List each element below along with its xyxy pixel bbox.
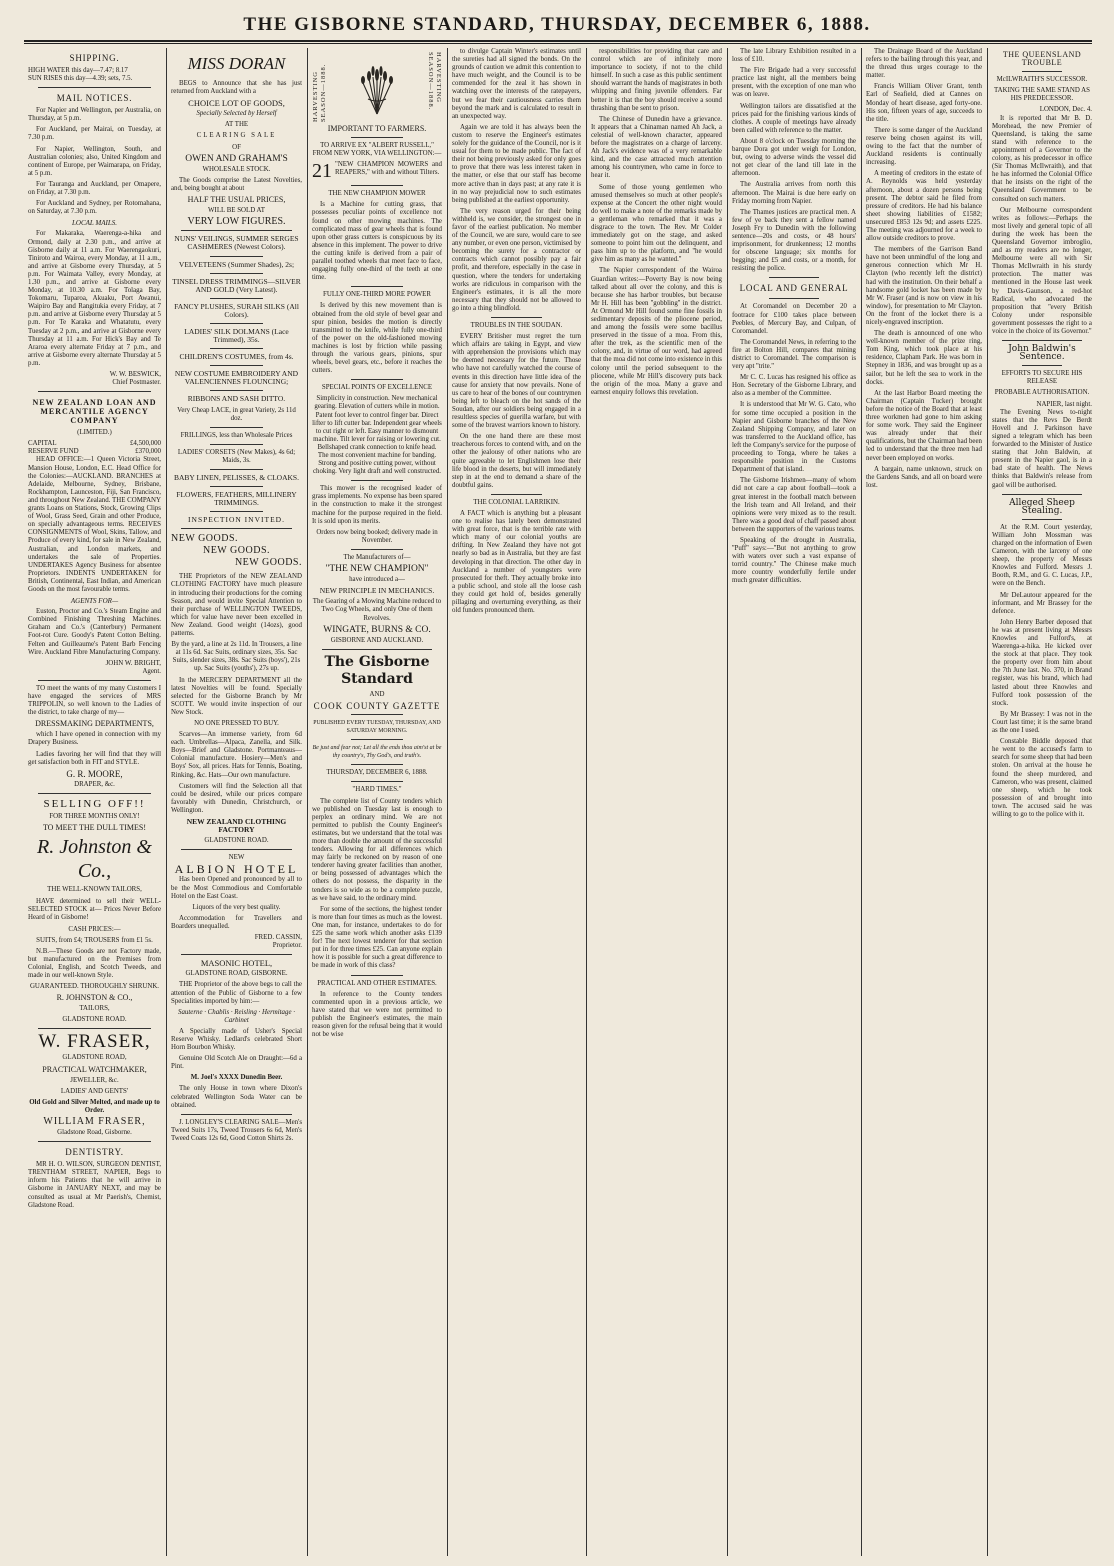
moore-body-2: which I have opened in connection with my Drapery Business. — [28, 731, 161, 747]
johnston-firm-3: GLADSTONE ROAD. — [62, 1016, 127, 1024]
column-1 — [28, 48, 161, 1556]
paper-and: AND — [369, 690, 385, 698]
new-goods-body-3: Scarves—An immense variety, from 6d each. Umbrellas—Alpaca, Zanella, and Silk. Boys—Brief and Gladstone. Portmanteaus—Colonial manufacture. Hosiery—Men's and Boys' Sox, all prices. Hats for Tennis, Boating, Rinking, &c. Hats—Our own manufacture. — [171, 731, 302, 779]
article-text: EVERY Britisher must regret the turn which affairs are taking in Egypt, and view with apprehension the provisions which may be deemed necessary for the future. Those who have not carefully watched the course of events in this direction have little idea of the cause for anxiety that now prevails. None of us care to hear of the bones of our countrymen being left to bleach on the hot sands of the Soudan, after our soldiers being engaged in a resultless species of guerilla warfare, but with some of the bravest warriors known to history. — [452, 333, 581, 430]
divider — [210, 486, 262, 487]
article-text: responsibilities for providing that care and control which are of infinitely more importance to society, if not to the child himself. In such a case as this public sentiment should warrant the hands of magistrates in both whipping and fining juvenile offenders. Far better it is that the boy should receive a sound thrashing than be sent to prison. — [591, 48, 722, 112]
news-item: It is reported that Mr B. D. Morehead, the new Premier of Queensland, is taking the same stand with reference to the appointment of a Governor to the colony, as his predecessor in office (Sir Thomas McIlwraith), and that he has informed the Colonial Office that he insists on the right of the Queensland Government to be consulted on such matters. — [992, 114, 1092, 203]
column-rule — [166, 48, 167, 1556]
doran-l3: AT THE — [224, 121, 249, 129]
fraser-l3: LADIES' AND GENTS' — [60, 1087, 129, 1095]
news-item: At the R.M. Court yesterday, William John Mossman was charged on the information of Ewen Cameron, with the larceny of one sheep, the property of Messrs Knowles and Fulford. Messrs J. Booth, R.M., and G. C. Lucas, J.P., were on the Bench. — [992, 523, 1092, 588]
capital-row — [28, 440, 161, 448]
hard-times-p1: The complete list of County tenders which we published on Tuesday last is enough to perplex an ordinary mind. We are not permitted to publish the County Engineer's estimates, but we understand that the total was more than double the amount of the successful tenders. Allowing for all differences which may fairly be reckoned on by reason of one tenderer having greater facilities than another, or being possessed of advantages which the others do not possess, the disparity in the tenders is so wide as to be a complete puzzle, as we have said, to the ordinary mind. — [312, 797, 442, 902]
divider — [38, 1141, 151, 1142]
fraser-name: WILLIAM FRASER, — [43, 1116, 146, 1127]
news-item: The Drainage Board of the Auckland refers to the bailing through this year, and the thread thus urges courage to the matter. — [866, 48, 982, 80]
news-item: The Thames justices are practical men. A few of ye back they sent a fellow named Joseph Fry to Dunedin with the following sentence—20s and costs, or 48 hours' imprisonment, for drunkenness; 12 months for obscene language; six months for begging; and £5 and costs, or a month, for resisting the police. — [732, 208, 856, 273]
divider — [210, 298, 262, 299]
doran-ad — [171, 52, 302, 76]
masonic-list: Sauterne · Chablis · Reisling · Hermitage · Carbinet — [178, 1008, 295, 1024]
doran-l10: VERY LOW FIGURES. — [187, 216, 286, 228]
divider — [181, 954, 292, 955]
divider — [1022, 519, 1062, 520]
news-item: The Evening News to-night states that the Revs De Berdt Hovell and J. Parkinson have signed a telegram which has been forwarded to the Minister of Justice stating that John Baldwin, at present in the Napier gaol, is in a bad state of health. The News thinks that Baldwin's release from gaol will be authorised. — [992, 408, 1092, 489]
divider — [210, 323, 262, 324]
nz-loan-body: HEAD OFFICE:—1 Queen Victoria Street, Mansion House, London, E.C. Head Office for the Colonies:—AUCKLAND. BRANCHES at Adelaide, Melbourne, Sydney, Brisbane, Rockhampton, Launceston, Fiji, San Francisco, and throughout New Zealand. THE COMPANY grants Loans on Stations, Stock, Growing Clips of Wool, Grass Seed, Grain and other Produce, on specially advantageous terms. RECEIVES CONSIGNMENTS of Wool, Skins, Tallow, and Produce of every kind, for sale in New Zealand, Australian, and London markets, and undertakes the sale of Properties. UNDERTAKES Agency Business for absentee Proprietors. INDENTS UNDERTAKEN for British, Continental, East Indian, and American Goods on the most favourable terms. — [28, 456, 161, 593]
article-text: A FACT which is anything but a pleasant one to realise has lately been demonstrated with great force, that is the terrible rate with which many of our colonial youths are drifting. In New Zealand they have not got nearly so bad as in Australia, but they are fast developing in that direction. The other day in Auckland a number of youngsters were prosecuted for theft. They actually broke into a public school, and stole all the loose cash they could get hold of, besides generally pillaging and overturning everything, as their old funders pronounced them. — [452, 509, 581, 615]
johnston-name: R. Johnston & Co., — [37, 836, 152, 883]
article-text: The Napier correspondent of the Wairoa Guardian writes:—Poverty Bay is now being talked about all over the colony, and this is because she has harbor troubles, but because Mr H. Hill has been ''gobbling'' in the district. At Ormond Mr Hill found some fine fossils in sedimentary deposits of the pliocene period, and among the fossils were some bacillus preserved in the tissue of a moa. From this, after the trek, as the scientific men of the colony, and, in virtue of our word, had agreed that the moa did not come into existence in this colony until the period subsequent to the pliocene, while Mr Hill's discovery puts back the origin of the moa. Many a grave and earnest enquiry follows this revelation. — [591, 267, 722, 396]
news-item: About 8 o'clock on Tuesday morning the barque Dora got under weigh for London, but, owing to adverse winds the vessel did not get clear of the land till late in the afternoon. — [732, 137, 856, 178]
agents-heading: AGENTS FOR— — [70, 597, 119, 606]
longley-ad: J. LONGLEY'S CLEARING SALE—Men's Tweed Suits 17s, Tweed Trousers 6s 6d, Men's Tweed Coats 12s 6d, Good Cotton Shirts 2s. — [171, 1118, 302, 1142]
queensland-sub-2: TAKING THE SAME STAND AS HIS PREDECESSOR. — [993, 87, 1090, 103]
gearing-body: The Gearing of a Mowing Machine reduced to Two Cog Wheels, and only One of them Revolves. — [312, 598, 442, 622]
divider — [181, 1114, 292, 1115]
fraser-ad — [28, 1033, 161, 1137]
fraser-l2: JEWELLER, &c. — [70, 1076, 119, 1084]
divider — [210, 348, 262, 349]
arrive-text-2: "NEW CHAMPION MOWERS and REAPERS," with and without Tilters. — [335, 161, 442, 177]
doran-name: MISS DORAN — [187, 54, 286, 73]
dressmaking-heading: DRESSMAKING DEPARTMENTS, — [35, 719, 154, 729]
cash-prices: CASH PRICES:— — [68, 925, 121, 933]
hard-times-heading: "HARD TIMES." — [352, 786, 402, 794]
article-text: The Chinese of Dunedin have a grievance. It appears that a Chinaman named Ah Jack, a celestial of well-known character, appeared before the magistrates on a charge of larceny. Ah Jack's evidence was of a very remarkable kind, and the case attracted much attention among his countrymen, who came in force to hear it. — [591, 115, 722, 180]
divider — [38, 87, 151, 88]
news-item: A meeting of creditors in the estate of A. Reynolds was held yesterday afternoon, about a dozen persons being present. The debtor said he filed from pressure of creditors. He had his balance sheet showing liabilities of £1582; unsecured £853 12s 9d; and assets £225. The meeting was adjourned for a week to allow outside creditors to prove. — [866, 170, 982, 243]
news-item: At Coromandel on December 20 a footrace for £100 takes place between Peebles, of Mercury Bay, and Culpan, of Coromandel. — [732, 303, 856, 335]
moore-body: TO meet the wants of my many Customers I have engaged the services of MRS TRIPPOLIN, so well known to the Ladies of the district, to take charge of my— — [28, 684, 161, 717]
divider — [181, 230, 292, 231]
moore-name: G. R. MOORE, — [66, 768, 123, 779]
divider — [769, 298, 819, 299]
doran-l5: OF — [232, 143, 241, 151]
wingate-place: GISBORNE AND AUCKLAND. — [330, 636, 424, 644]
doran-item: FANCY PLUSHES, SURAH SILKS (All Colors). — [174, 301, 299, 319]
news-item: The death is announced of one who well-known member of the prize ring, Tom King, which took place at his residence, Clapham Park. He was born in Stepney in 1836, and was brought up as a sailor, but he left the sea to work in the docks. — [866, 330, 982, 386]
agent-name: JOHN W. BRIGHT, — [105, 659, 161, 667]
doran-item: VELVETEENS (Summer Shades), 2s; — [178, 259, 295, 269]
doran-item: RIBBONS AND SASH DITTO. — [187, 394, 286, 404]
points-heading: SPECIAL POINTS OF EXCELLENCE — [321, 384, 433, 392]
column-8 — [992, 48, 1092, 1556]
column-rule — [727, 48, 728, 1556]
divider — [38, 793, 151, 794]
divider — [1022, 365, 1062, 366]
dull-times: TO MEET THE DULL TIMES! — [42, 823, 147, 833]
news-item: Our Melbourne correspondent writes as follows:—Perhaps the most lively and general topic of all during the week has been the Queensland Governor imbroglio, and as my readers are no longer, Melbourne were all with Sir Thomas McIlwraith in his sturdy protection. The matter was mentioned in the House last week by Davis-Gaunson, a red-hot Radical, who advocated the proposition that ''every British Colony under responsible government possesses the right to a voice in the choice of its Governor.'' — [992, 206, 1092, 335]
dentistry-body: MR H. O. WILSON, SURGEON DENTIST, TRENTHAM STREET, NAPIER, Begs to inform his Patients that he will arrive in Gisborne in JANUARY NEXT, and may be consulted as usual at Mr Paerish's, Chemist, Gladstone Road. — [28, 1161, 161, 1209]
divider — [181, 849, 292, 850]
article-text: Again we are told it has always been the custom to reserve the Engineer's estimates solely for the guidance of the Council, nor is it usual for them to be made public. The fact of their not being previously asked for only goes to prove that there was less interest taken in the matter, or else that our staff has become more active than in days past; at any rate it is in no way prejudicial now to such estimates being published at the earliest opportunity. — [452, 123, 581, 204]
doran-l9: WILL BE SOLD AT — [208, 207, 265, 215]
selling-off: SELLING OFF!! — [43, 797, 146, 810]
johnston-firm: R. JOHNSTON & CO., — [56, 993, 133, 1003]
masonic-beer: M. Joel's XXXX Dunedin Beer. — [190, 1074, 283, 1082]
fraser-addr: Gladstone Road, Gisborne. — [57, 1129, 132, 1137]
mail-item: For Auckland, per Mairai, on Tuesday, at 7.30 p.m. — [28, 126, 161, 142]
new-goods-2: NEW GOODS. — [202, 545, 271, 557]
wheat-sheaf-icon — [347, 57, 407, 117]
fraser-sub: GLADSTONE ROAD, — [62, 1054, 127, 1062]
news-item: Mr C. C. Lucas has resigned his office as Hon. Secretary of the Gisborne Library, and also as a member of the Committee. — [732, 374, 856, 398]
divider — [210, 256, 262, 257]
divider — [210, 469, 262, 470]
johnston-firm-2: TAILORS, — [79, 1005, 110, 1013]
column-rule — [861, 48, 862, 1556]
nz-loan-heading: NEW ZEALAND LOAN AND MERCANTILE AGENCY COMPANY — [32, 398, 157, 426]
divider — [1002, 494, 1082, 495]
albion-body-3: Accommodation for Travellers and Boarders unequalled. — [171, 914, 302, 930]
article-text: to divulge Captain Winter's estimates until the sureties had all signed the bonds. On the grounds of caution we admit this contention to have much weight, and the Council is to be commended for the zeal it has shown in watching over the interests of the ratepayers, but we fear their cautiousness carries them beyond the mark and is calculated to result in an unexpected way. — [452, 48, 581, 120]
divider — [351, 549, 403, 550]
clothing-factory-road: GLADSTONE ROAD. — [204, 837, 269, 845]
article-text: Some of those young gentlemen who amused themselves so much at other people's expense at the Concert the other night would do well to make a note of the remarks made by a gentleman who remarked that it was a disgrace to the town. The Rev. Mr Colder immediately got on the stage, and asked someone to point him out the delinquent, and pass him up to the platform, and ''he would give him as many as he wanted.'' — [591, 183, 722, 264]
arrive-row — [312, 161, 442, 181]
divider — [351, 781, 403, 782]
divider — [322, 649, 432, 650]
news-item: The Gisborne Irishmen—many of whom did not care a cap about football—took a great interest in the football match between the Irish team and All Ireland, and their opinions were very mixed as to the result. There was a good deal of chaff passed about between the supporters of the various teams. — [732, 477, 856, 533]
masonic-body: THE Proprietor of the above begs to call the attention of the Public of Gisborne to a few Specialities imported by him:— — [171, 981, 302, 1005]
column-rule — [586, 48, 587, 1556]
clothing-factory: NEW ZEALAND CLOTHING FACTORY — [186, 817, 287, 835]
divider — [769, 277, 819, 278]
divider — [210, 511, 262, 512]
postmaster-title: Chief Postmaster. — [112, 379, 161, 387]
divider — [1022, 71, 1062, 72]
mower-leader: This mower is the recognised leader of grass implements. No expense has been spared in the construction to make it the strongest machine for the purpose required in the field. It is sold upon its merits. — [312, 485, 442, 525]
gazette-name: COOK COUNTY GAZETTE — [313, 700, 441, 711]
article-text: The very reason urged for their being withheld is, we consider, the strongest one in favor of the earliest publication. No member of the Council, we are sure, would care to see any number, or even one person, victimised by becoming the surety for a contractor or contracts which cannot possibly pay a fair profit, and therefore, especially in the case in question, where the tenders for undertaking works are ridiculous in comparison with the Engineer's estimates, it is all the more necessary that they should not be allowed to go into a thing blindfold. — [452, 207, 581, 312]
paper-name: The Gisborne Standard — [324, 653, 430, 687]
divider — [351, 764, 403, 765]
albion-name: ALBION HOTEL — [174, 862, 299, 877]
local-mails-text: For Makaraka, Waerenga-a-hika and Ormond, daily at 2.30 p.m., and arrive at Gisborne daily at 11 a.m. For Waerengaokuri, Tiniroto and Wairoa, every Monday, at 11 a.m., and arrive at Gisborne every Thursday, at 5 p.m. For Waimata Valley, every Monday, at 1.30 p.m., and arrive at Gisborne every Monday, at 10.30 a.m. For Tolaga Bay, Tokomaru, Tuparoa, Akuaku, Port Awanui, Waipiro Bay and Rangitukia every Friday, at 7 p.m. and arrive at Gisborne every Thursday at 5 p.m. For Te Karaka and Whatatutu, every Tuesday at 2 p.m., and arrive at Gisborne every Thursday at 11 a.m. For Hick's Bay and Te Araroa every alternate Friday at 7 p.m., and arrive at Gisborne every alternate Thursday at 5 p.m. — [28, 230, 161, 367]
baldwin-sub-2: PROBABLE AUTHORISATION. — [994, 389, 1090, 397]
baldwin-dateline: NAPIER, last night. — [1036, 400, 1092, 408]
news-item: Constable Biddle deposed that he went to the accused's farm to search for some sheep that had been stolen. On arrival at the house he found the sheep murdered, and Cameron, who was present, claimed one sheep, which he took possession of and brought into town. The accused said he was willing to go to the police with it. — [992, 738, 1092, 818]
johnston-body: HAVE determined to sell their WELL-SELECTED STOCK at— Prices Never Before Heard of in Gisborne! — [28, 898, 161, 922]
capital-label: CAPITAL — [28, 440, 57, 448]
column-5 — [591, 48, 722, 1556]
have-introduced: have introduced a— — [349, 576, 405, 584]
doran-item: INSPECTION INVITED. — [188, 515, 285, 525]
column-3 — [312, 48, 442, 1556]
queensland-sub: McILWRAITH'S SUCCESSOR. — [996, 76, 1088, 84]
column-7 — [866, 48, 982, 1556]
guaranteed: GUARANTEED. THOROUGHLY SHRUNK. — [29, 983, 160, 991]
new-goods-1: NEW GOODS. — [171, 533, 239, 545]
sheep-heading: Alleged Sheep Stealing. — [1009, 497, 1075, 516]
divider — [210, 273, 262, 274]
news-item: There is some danger of the Auckland reserve being chosen against its will, owing to the fact that the number of Auckland residents is continually increasing. — [866, 126, 982, 167]
albion-owner: FRED. CASSIN, — [254, 934, 302, 942]
estimates-heading: PRACTICAL AND OTHER ESTIMATES. — [317, 979, 437, 987]
divider — [351, 379, 403, 380]
divider — [351, 137, 403, 138]
albion-owner-title: Proprietor. — [272, 942, 302, 950]
new-goods-3: NEW GOODS. — [234, 557, 302, 569]
larrikin-heading: THE COLONIAL LARRIKIN. — [473, 498, 560, 506]
tides-line: HIGH WATER this day—7.47; 8.17 — [28, 67, 128, 74]
no-one-pressed: NO ONE PRESSED TO BUY. — [194, 719, 279, 727]
important-farmers: IMPORTANT TO FARMERS. — [327, 124, 427, 133]
masthead-title: THE GISBORNE STANDARD, THURSDAY, DECEMBER 6, 1888. — [243, 14, 871, 35]
johnston-ad — [28, 798, 161, 894]
doran-item: FRILLINGS, less than Wholesale Prices — [180, 431, 293, 439]
doran-item: LADIES' SILK DOLMANS (Lace Trimmed), 35s. — [184, 326, 289, 345]
news-item: John Henry Barber deposed that he was at present living at Messrs Knowles and Fulford's, at Waerenga-a-hika. He kicked over the stock at that place. They took the property over from him about the 7th June last. No. 370, in Brand register, was his brand, which had lasted about three Knowles and Fulford took possession of the stock. — [992, 618, 1092, 707]
albion-body-2: Liquors of the very best quality. — [192, 903, 281, 911]
arrive-text: TO ARRIVE EX "ALBERT RUSSELL," FROM NEW YORK, VIA WELLINGTON:— — [312, 142, 442, 158]
three-months: FOR THREE MONTHS ONLY! — [49, 812, 140, 820]
masonic-body-3: Genuine Old Scotch Ale on Draught:—6d a Pint. — [171, 1055, 302, 1071]
new-goods-ad — [171, 533, 302, 569]
divider — [210, 427, 262, 428]
fraser-l4: Old Gold and Silver Melted, and made up to Order. — [29, 1098, 160, 1114]
paper-motto: Be just and fear not; Let all the ends thou aim'st at be thy country's, Thy God's, and truth's. — [312, 745, 442, 760]
news-item: Mr DeLautour appeared for the informant, and Mr Brassey for the defence. — [992, 591, 1092, 615]
mail-item: For Tauranga and Auckland, per Omapere, on Friday, at 7.30 p.m. — [28, 180, 161, 197]
mail-notices-heading: MAIL NOTICES. — [56, 93, 133, 104]
moore-title: DRAPER, &c. — [74, 780, 115, 788]
news-item: At the last Harbor Board meeting the Chairman (Captain Tucker) brought before the notice of the Board that at least three workmen had gone to him asking for some work. They said the Engineer was already under that their qualifications, but the Chairman had been led to understand that the three men had never been employed on works. — [866, 389, 982, 462]
doran-l1: CHOICE LOT OF GOODS, — [188, 98, 285, 109]
news-item: The late Library Exhibition resulted in a loss of £10. — [732, 48, 856, 64]
doran-l8: HALF THE USUAL PRICES, — [187, 195, 286, 205]
column-2 — [171, 48, 302, 1556]
power-heading: FULLY ONE-THIRD MORE POWER — [323, 291, 431, 299]
new-goods-body-2: In the MERCERY DEPARTMENT all the latest Novelties will be found. Specially selected for the Gisborne Branch by Mr SCOTT. We would invite inspection of our New Stock. — [171, 676, 302, 716]
column-4 — [452, 48, 581, 1556]
divider — [1002, 340, 1082, 341]
issue-date: THURSDAY, DECEMBER 6, 1888. — [326, 769, 428, 777]
suits-prices: SUITS, from £4; TROUSERS from £1 5s. — [36, 936, 153, 944]
albion-new: NEW — [228, 854, 245, 862]
divider — [491, 494, 543, 495]
new-goods-body-4: Customers will find the Selection all that could be desired, while our prices compare favorably with Dunedin, Christchurch, or Wellington. — [171, 782, 302, 814]
divider — [351, 714, 403, 715]
masonic-sub: GLADSTONE ROAD, GISBORNE. — [185, 970, 288, 978]
doran-item: FLOWERS, FEATHERS, MILLINERY TRIMMINGS. — [176, 490, 297, 508]
baldwin-heading: John Baldwin's Sentence. — [1008, 344, 1076, 363]
divider — [210, 365, 262, 366]
orders-booked: Orders now being booked; delivery made in November. — [316, 528, 438, 544]
news-item: Speaking of the drought in Australia, ''Puff'' says:—''But not anything to grow with waters over such a vast expanse of torrid country.'' The Chinese make much more country wonderfully fertile under much greater difficulties. — [732, 536, 856, 585]
column-6 — [732, 48, 856, 1556]
new-principle: NEW PRINCIPLE IN MECHANICS. — [319, 586, 435, 596]
new-goods-body: THE Proprietors of the NEW ZEALAND CLOTHING FACTORY have much pleasure in introducing their productions for the coming Season, and would invite Special Attention to their purchase of WELLINGTON TWEEDS, which for value have never been excelled in New Zealand. Good weight (14ozs), good patterns. — [171, 573, 302, 638]
reserve-value: £370,000 — [135, 448, 161, 456]
baldwin-sub: EFFORTS TO SECURE HIS RELEASE — [1001, 370, 1083, 386]
divider — [351, 480, 403, 481]
divider — [491, 317, 543, 318]
divider — [38, 680, 151, 681]
news-item: By Mr Brassey: I was not in the Court last time; it is the same brand as the one I used. — [992, 710, 1092, 735]
points-body: Simplicity in construction. New mechanical gearing. Elevation of cutters while in motion. Patent foot lever to control finger bar. Direct lifter to lift cutter bar. Independent gear wheels to cut right or left. Easy manner to dismount machine. Tilt lever for raising or lowering cut. Bellshaped crank connection to knife head. The most convenient machine for banding. Strong and positive cutting power, without choking. Very light draft and well constructed. — [312, 395, 442, 476]
news-item: The members of the Garrison Band have not been unmindful of the long and generous connection which Mr H. Clayton (who recently left the district) had with the institution. On their behalf a handsome gold locket has been made by Mr W. Fraser (and is now on view in his window), for presentation to Mr Clayton. On the front of the locket there is a nicely-engraved inscription. — [866, 246, 982, 326]
harvest-emblem — [312, 52, 442, 122]
queensland-dateline: LONDON, Dec. 4. — [1039, 106, 1092, 114]
troubles-heading: TROUBLES IN THE SOUDAN. — [470, 322, 563, 329]
doran-body: BEGS to Announce that she has just returned from Auckland with a — [171, 80, 302, 96]
masthead-rule-thin — [24, 43, 1092, 44]
sun-line: SUN RISES this day—4.39; sets, 7.5. — [28, 75, 133, 83]
arrive-number: 21 — [312, 160, 332, 183]
agent-title: Agent. — [142, 667, 161, 675]
doran-item: NUNS' VEILINGS, SUMMER SERGES CASHMERES (Newest Colors). — [174, 234, 299, 252]
divider — [351, 975, 403, 976]
news-item: It is understood that Mr W. G. Cato, who for some time occupied a position in the Napier and Gisborne branches of the New Zealand Shipping Company, and later on was transferred to the Auckland office, has left the Company's service for the purpose of proceeding to Tonga, where he takes a responsible position in the Customs Department of that island. — [732, 401, 856, 474]
new-champion: "THE NEW CHAMPION" — [325, 564, 429, 575]
local-mails-heading: LOCAL MAILS. — [72, 219, 117, 228]
doran-item: TINSEL DRESS TRIMMINGS—SILVER AND GOLD (Very Latest). — [172, 276, 301, 294]
harvest-side-right: HARVESTING SEASON—1888. — [426, 52, 442, 111]
moore-body-3: Ladies favoring her will find that they will get satisfaction both in FIT and STYLE. — [28, 750, 161, 766]
doran-body-2: The Goods comprise the Latest Novelties, and, being bought at about — [171, 176, 302, 192]
local-general-heading: LOCAL AND GENERAL — [739, 283, 849, 294]
nz-loan-limited: (LIMITED.) — [77, 429, 112, 437]
mail-item: For Napier, Wellington, South, and Australian colonies; also, United Kingdom and continent of Europe, per Waimarapa, on Friday, at 5 p.m. — [28, 145, 161, 177]
doran-item: Very Cheap LACE, in great Variety, 2s 11d doz. — [177, 406, 296, 422]
johnston-nb: N.B.—These Goods are not Factory made, but manufactured on the Premises from Colonial, English, and Scotch Tweeds, and made in our well-known Style. — [28, 947, 161, 979]
albion-body: Has been Opened and pronounced by all to be the Most Commodious and Comfortable Hotel on the East Coast. — [171, 876, 302, 900]
shipping-heading: SHIPPING. — [69, 53, 120, 63]
divider — [181, 528, 292, 529]
divider — [210, 444, 262, 445]
news-item: A bargain, name unknown, struck on the Gardens Sands, and all on board were lost. — [866, 465, 982, 489]
divider — [351, 286, 403, 287]
wingate-name: WINGATE, BURNS & CO. — [323, 624, 431, 635]
fraser-l1: PRACTICAL WATCHMAKER, — [42, 1064, 147, 1074]
news-item: The Fire Brigade had a very successful practice last night, all the members being present, with the exception of one man who was on leave. — [732, 67, 856, 99]
doran-l7: WHOLESALE STOCK. — [202, 165, 271, 173]
manufacturers: The Manufacturers of— — [343, 553, 411, 561]
champion-body: Is a Machine for cutting grass, that possesses peculiar points of excellence not found on other mowing machines. The complicated mass of gear wheels that is found upon other grass cutters is conspicuous by its absence in this implement. The power to drive the cutting knife is derived from a pair of parallel toothed wheels that meet face to face, engaging fully one-third of the teeth at one time. — [312, 201, 442, 282]
hard-times-p2: For some of the sections, the highest tender is more than four times as much as the lowest. One man, for instance, undertakes to do for £25 the same work which another asks £139 for! The next lowest tenderer for that section put in for three times £25. Can anyone explain how it is possible for such a great difference to be made in work of this class? — [312, 905, 442, 970]
reserve-label: RESERVE FUND — [28, 448, 79, 456]
column-rule — [447, 48, 448, 1556]
news-item: The Australia arrives from north this afternoon. The Mairai is due here early on Friday morning from Napier. — [732, 181, 856, 205]
reserve-row — [28, 448, 161, 456]
new-goods-yard: By the yard, a line at 2s 11d. In Trousers, a line at 11s 6d. Sac Suits, ordinary sizes, 35s. Sac Suits, slender sizes, 38s. Sac Suits (boys'), 21s up. Sac Suits (youths'), 27s up. — [171, 641, 302, 673]
doran-item: LADIES' CORSETS (New Makes), 4s 6d; Maids, 3s. — [177, 448, 296, 464]
publication-days: PUBLISHED EVERY TUESDAY, THURSDAY, AND SATURDAY MORNING. — [313, 719, 441, 735]
column-rule — [987, 48, 988, 1556]
news-item: The Coromandel News, in referring to the fire at Bolton Hill, compares that mining district to Coromandel. The comparison is very apt ''trite.'' — [732, 338, 856, 371]
mail-item: For Napier and Wellington, per Australia, on Thursday, at 5 p.m. — [28, 107, 161, 123]
column-rule — [307, 48, 308, 1556]
article-text: On the one hand there are these most treacherous forces to contend with, and on the other the jealousy of other nations who are quite agreeable to let Englishmen lose their life blood in the deserts, but will immediately step in at the end to demand a share of the doubtful gains. — [452, 433, 581, 489]
masonic-body-2: A Specially made of Usher's Special Reserve Whisky. Ledlard's celebrated Short Horn Bourbon Whisky. — [171, 1027, 302, 1052]
doran-l4: CLEARING SALE — [196, 132, 277, 140]
doran-item: BABY LINEN, PELISSES, & CLOAKS. — [174, 473, 299, 482]
doran-l6: OWEN AND GRAHAM'S — [185, 153, 288, 164]
capital-value: £4,500,000 — [129, 440, 161, 448]
divider — [351, 739, 403, 740]
johnston-sub: THE WELL-KNOWN TAILORS, — [47, 886, 142, 894]
champion-mower-heading: THE NEW CHAMPION MOWER — [328, 190, 426, 198]
divider — [210, 390, 262, 391]
news-item: Wellington tailors are dissatisfied at the prices paid for the finishing various kinds of clothes. A couple of meetings have already been called with reference to the matter. — [732, 102, 856, 134]
doran-item: CHILDREN'S COSTUMES, from 4s. — [179, 352, 294, 362]
masonic-body-4: The only House in town where Dixon's celebrated Wellington Soda Water can be obtained. — [171, 1085, 302, 1109]
dentistry-heading: DENTISTRY. — [65, 1147, 124, 1158]
masonic-heading: MASONIC HOTEL, — [200, 958, 273, 969]
queensland-heading: THE QUEENSLAND TROUBLE — [1002, 50, 1082, 68]
divider — [351, 185, 403, 186]
mail-item: For Auckland and Sydney, per Rotomahana, on Saturday, at 7.30 p.m. — [28, 200, 161, 216]
harvest-side-left: HARVESTING SEASON—1888. — [312, 63, 328, 122]
divider — [38, 391, 151, 392]
doran-item: NEW COSTUME EMBROIDERY AND VALENCIENNES FLOUNCING; — [174, 369, 299, 387]
masthead-rule — [24, 40, 1092, 42]
estimates-p1: In reference to the County tenders commented upon in a previous article, we have stated that we were not permitted to publish the Engineer's estimates, the main reason given for the refusal being that it would not be wise — [312, 990, 442, 1039]
fraser-big: W. FRASER, — [38, 1031, 151, 1053]
news-item: Francis William Oliver Grant, tenth Earl of Seafield, died at Cannes on Monday of heart disease, aged forty-one. His son, fifteen years of age, succeeds to the title. — [866, 83, 982, 123]
divider — [38, 1028, 151, 1029]
doran-l2: Specially Selected by Herself — [196, 110, 277, 118]
agents-body: Euston, Proctor and Co.'s Steam Engine and Combined Finishing Threshing Machines. Graham and Co.'s (Canterbury) Permanent Foot-rot Cure. Goody's Patent Cotton Belting. Felten and Guilleaume's Patent Barb Fencing Wire. Auckland Fibre Manufacturing Company. — [28, 608, 161, 656]
power-body: Is derived by this new movement than is obtained from the old style of bevel gear and spur pinion, besides the motion is directly transmitted to the knife, while fully one-third of the power on the old-fashioned mowing machines is lost by friction while passing through the various gears, pinions, spur wheels, bevel gears, etc., before it reaches the cutters. — [312, 302, 442, 375]
postmaster-name: W. W. BESWICK, — [109, 371, 161, 378]
